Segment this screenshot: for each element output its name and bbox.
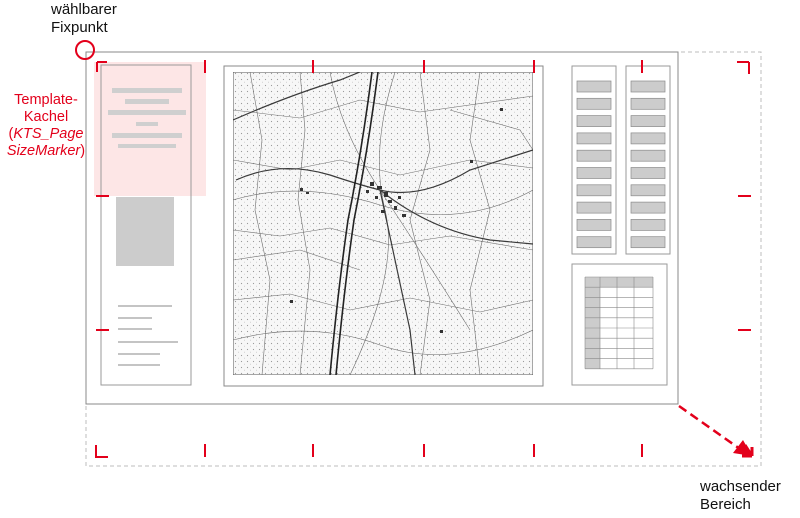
legend-swatch [577,150,611,161]
legend-swatch [631,150,665,161]
legend-swatch [577,219,611,230]
fixpoint-label-line2: Fixpunkt [51,19,108,36]
legend-swatch [631,185,665,196]
legend-swatch [631,98,665,109]
left-panel-image-placeholder [116,197,174,266]
legend-swatch [631,133,665,144]
template-label-line4: SizeMarker) [6,143,86,159]
legend-swatch [631,237,665,248]
template-label-line2: Kachel [23,109,69,125]
legend-swatch [631,116,665,127]
legend-swatch [577,168,611,179]
growing-label-line1: wachsender [700,478,781,495]
legend-swatch [631,168,665,179]
growth-arrow [679,406,752,456]
legend-swatch [577,185,611,196]
fixpoint-circle [76,41,94,59]
growing-label-line2: Bereich [700,496,751,513]
legend-swatch [577,98,611,109]
legend-swatch [577,116,611,127]
legend-swatch [631,219,665,230]
fixpoint-label-line1: wählbarer [51,1,117,18]
legend-swatch [577,81,611,92]
template-label-line1: Template- [14,92,78,108]
template-label-line3: (KTS_Page [8,126,84,142]
table-first-column [585,277,600,369]
topographic-map [233,72,533,375]
legend-swatch [631,202,665,213]
legend-swatch [577,202,611,213]
legend-swatch [631,81,665,92]
legend-swatch [577,133,611,144]
template-tile [94,62,206,196]
legend-swatch [577,237,611,248]
